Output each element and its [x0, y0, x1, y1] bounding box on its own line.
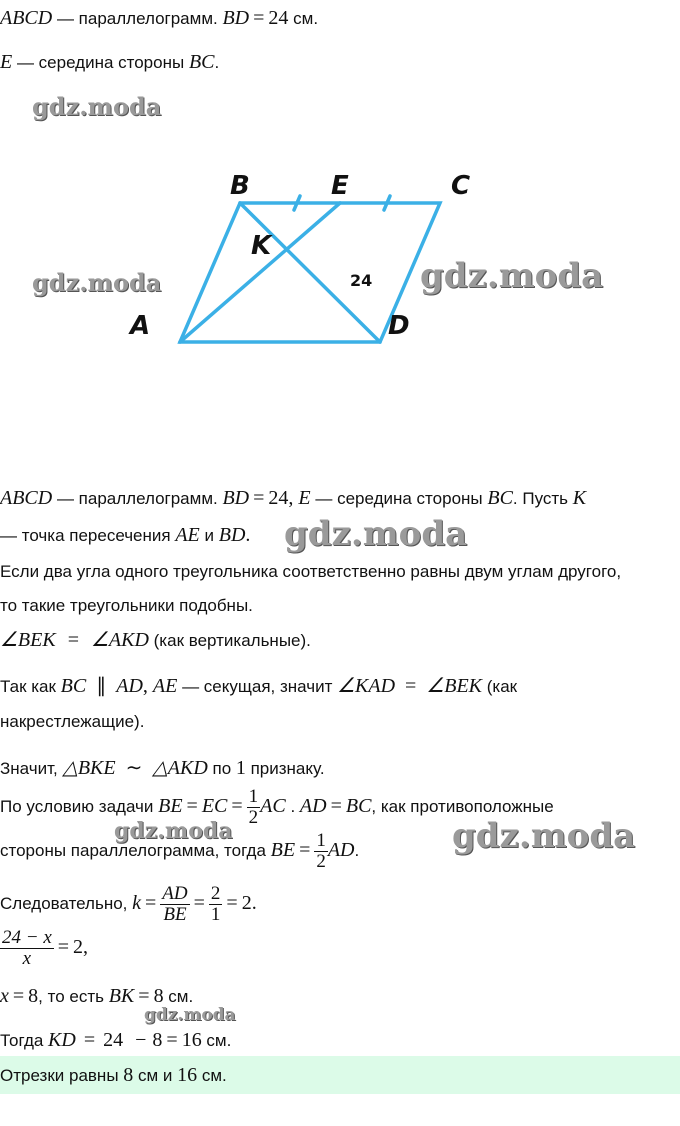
number: 2 — [241, 892, 252, 914]
math: AD — [299, 795, 327, 817]
solution-line-1 — [0, 486, 586, 511]
fraction — [0, 928, 54, 969]
equals: = — [330, 795, 342, 817]
problem-line-2 — [0, 50, 219, 75]
text: Тогда — [0, 1031, 49, 1050]
number: 24 — [103, 1029, 124, 1051]
text: см. — [197, 1066, 227, 1085]
number: 24 — [268, 7, 289, 29]
math: BC — [60, 675, 87, 697]
text: — секущая, значит — [177, 677, 338, 696]
numerator: 1 — [316, 830, 326, 852]
equals: = — [12, 985, 25, 1007]
text: и — [199, 526, 219, 545]
number: 8 — [123, 1064, 134, 1086]
math: KD — [48, 1029, 76, 1051]
minus: − — [135, 1029, 147, 1051]
math: AD — [327, 839, 355, 861]
similar: ∼ — [125, 757, 143, 779]
fraction — [209, 884, 223, 925]
math: AC — [260, 795, 286, 817]
text: см. — [163, 987, 194, 1006]
solution-line-8 — [0, 756, 325, 781]
number: 2 — [73, 936, 84, 958]
number: 8 — [153, 985, 164, 1007]
text: — параллелограмм. — [52, 489, 223, 508]
text: Следовательно, — [0, 894, 133, 913]
text: — точка пересечения — [0, 526, 176, 545]
label-b: B — [230, 171, 250, 201]
dot: . — [245, 524, 251, 546]
solution-line-3: Если два угла одного треугольника соответственно равны двум углам другого, — [0, 562, 622, 581]
math: K — [572, 487, 587, 509]
solution-line-14 — [0, 1028, 231, 1053]
number: 8 — [152, 1029, 163, 1051]
math: AE — [175, 524, 200, 546]
denominator: 2 — [316, 851, 326, 873]
math: △BKE — [62, 757, 116, 779]
equals: = — [226, 892, 238, 914]
math: ABCD — [0, 487, 53, 509]
watermark: gdz.moda — [32, 268, 162, 297]
solution-line-7: накрестлежащие). — [0, 712, 145, 731]
parallel: ∥ — [96, 675, 107, 697]
comma: , — [288, 487, 299, 509]
math: E — [298, 487, 311, 509]
text: — середина стороны — [12, 53, 189, 72]
solution-line-11 — [0, 880, 257, 927]
math-abcd: ABCD — [0, 7, 53, 29]
text: стороны параллелограмма, тогда — [0, 841, 271, 860]
numerator: 2 — [210, 883, 221, 905]
label-bd-value: 24 — [350, 271, 373, 290]
math-bc: BC — [188, 51, 215, 73]
watermark: gdz.moda — [144, 1005, 236, 1025]
text: . — [285, 797, 300, 816]
text: Так как — [0, 677, 61, 696]
label-k: K — [251, 231, 272, 261]
fraction — [247, 787, 261, 828]
solution-line-9 — [0, 784, 554, 829]
text: признаку. — [245, 759, 325, 778]
numerator: 1 — [248, 786, 259, 808]
text: . Пусть — [512, 489, 573, 508]
equals: = — [193, 892, 205, 914]
equals: = — [57, 936, 70, 958]
dot: . — [251, 892, 257, 914]
equals: = — [145, 892, 157, 914]
math: ∠AKD — [90, 629, 149, 651]
math: BE — [158, 795, 183, 817]
text: — параллелограмм. — [52, 9, 223, 28]
math: ∠BEK — [426, 675, 483, 697]
label-e: E — [331, 171, 349, 201]
fraction — [314, 831, 328, 872]
text: . — [354, 841, 360, 860]
math: k — [132, 892, 142, 914]
label-a: A — [130, 311, 151, 341]
watermark: gdz.moda — [452, 816, 636, 856]
math: BK — [108, 985, 135, 1007]
math: BC — [345, 795, 372, 817]
label-d: D — [388, 311, 410, 341]
solution-line-12 — [0, 924, 88, 971]
math: BE — [270, 839, 296, 861]
equals: = — [166, 1029, 178, 1051]
text: Значит, — [0, 759, 63, 778]
math: BC — [487, 487, 513, 509]
solution-line-4: то такие треугольники подобны. — [0, 596, 253, 615]
text: по — [207, 759, 236, 778]
equals: = — [231, 795, 243, 817]
denominator: x — [0, 948, 54, 969]
text: По условию задачи — [0, 797, 159, 816]
denominator: BE — [160, 904, 189, 925]
equals: = — [253, 487, 265, 509]
math: AE — [152, 675, 178, 697]
math: AD — [116, 675, 143, 697]
number: 1 — [235, 757, 246, 779]
denominator: 2 — [248, 807, 259, 829]
equals: = — [253, 7, 265, 29]
equals: = — [299, 839, 311, 861]
math: ∠KAD — [337, 675, 396, 697]
math: BD — [222, 487, 250, 509]
text: (как — [482, 677, 518, 696]
equals: = — [186, 795, 198, 817]
number: 16 — [181, 1029, 202, 1051]
watermark: gdz.moda — [420, 256, 604, 296]
equals: = — [83, 1029, 96, 1051]
number: 8 — [28, 985, 39, 1007]
solution-line-6 — [0, 674, 517, 699]
solution-line-13 — [0, 984, 193, 1009]
equals: = — [67, 629, 79, 651]
denominator: 1 — [210, 904, 221, 926]
math: ∠BEK — [0, 629, 56, 651]
watermark: gdz.moda — [114, 818, 233, 844]
answer-highlight — [0, 1056, 680, 1094]
text: — середина стороны — [310, 489, 488, 508]
math: EC — [201, 795, 228, 817]
text: см и — [133, 1066, 178, 1085]
answer-text — [0, 1063, 227, 1088]
text: Отрезки равны — [0, 1066, 124, 1085]
fraction — [160, 884, 189, 925]
number: 24 — [268, 487, 289, 509]
equals: = — [405, 675, 417, 697]
solution-line-2 — [0, 523, 250, 548]
numerator: AD — [162, 883, 188, 905]
dot: . — [214, 53, 220, 72]
math-e: E — [0, 51, 13, 73]
watermark: gdz.moda — [32, 92, 162, 121]
text: (как вертикальные). — [148, 631, 311, 650]
text: см. — [201, 1031, 232, 1050]
math: △AKD — [152, 757, 208, 779]
parallelogram-figure — [0, 150, 680, 370]
math-bd: BD — [222, 7, 250, 29]
comma: , — [142, 675, 153, 697]
number: 16 — [177, 1064, 198, 1086]
text: , как противоположные — [371, 797, 554, 816]
unit: см. — [288, 9, 319, 28]
numerator: 24 − x — [2, 927, 52, 949]
watermark: gdz.moda — [284, 514, 468, 554]
problem-line-1 — [0, 6, 318, 31]
comma: , — [83, 936, 89, 958]
solution-line-10 — [0, 828, 359, 873]
solution-line-5 — [0, 628, 311, 653]
math: x — [0, 985, 9, 1007]
math: BD — [218, 524, 246, 546]
label-c: C — [451, 171, 471, 201]
text: , то есть — [38, 987, 109, 1006]
equals: = — [138, 985, 150, 1007]
